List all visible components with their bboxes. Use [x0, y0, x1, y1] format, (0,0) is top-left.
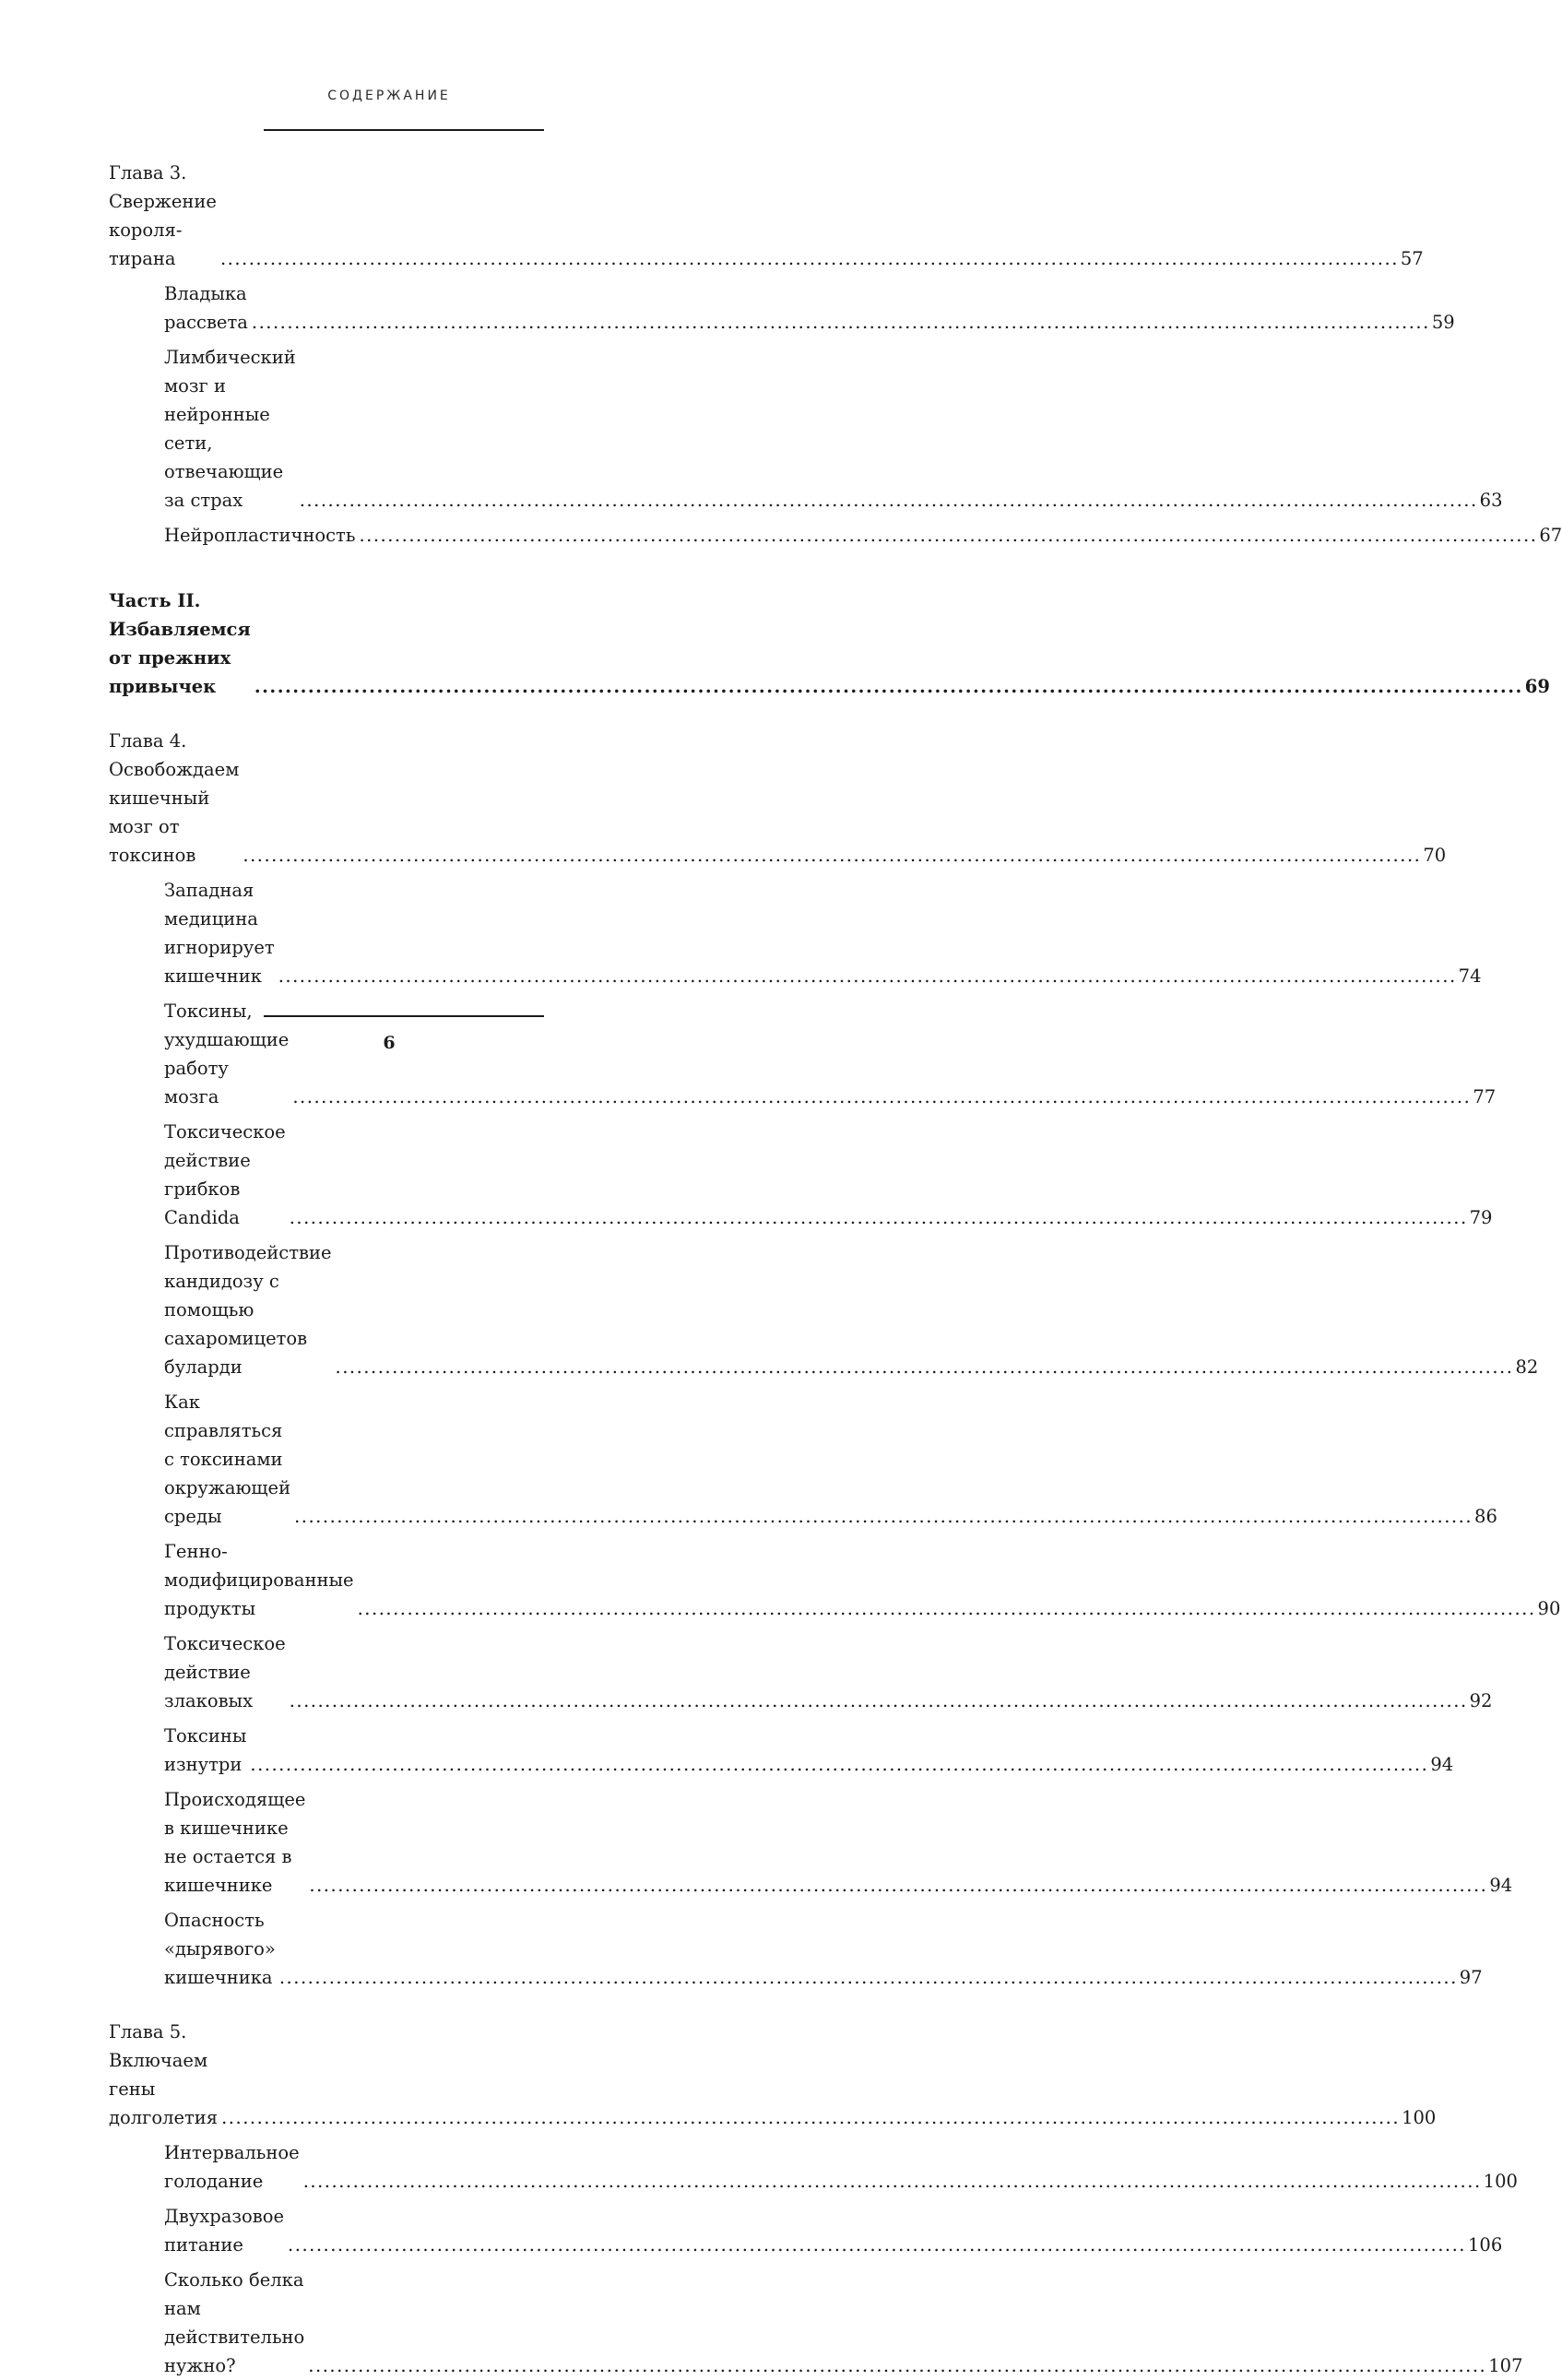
toc-entry-title: Токсическое действие грибков Candida: [164, 1121, 286, 1228]
toc-subentry: [164, 2138, 1518, 2196]
toc-entry-page: 97: [1459, 1967, 1483, 1988]
toc-entry-page: 63: [1479, 490, 1503, 511]
toc-leader-dots: [336, 1353, 1514, 1381]
toc-subentry: [164, 521, 1562, 550]
toc-entry-page: 82: [1515, 1356, 1539, 1378]
toc-subentry: [164, 1238, 1539, 1381]
page-number: 6: [383, 1033, 396, 1053]
toc-leader-dots: [250, 1750, 1428, 1779]
toc-entry-page: 107: [1488, 2355, 1523, 2376]
toc-subentry: [164, 997, 1497, 1111]
toc-subentry: [164, 1722, 1454, 1779]
toc-subentry: [164, 343, 1503, 515]
toc-leader-dots: [292, 1083, 1471, 1111]
toc-leader-dots: [308, 2351, 1486, 2380]
toc-subentry: [164, 1388, 1497, 1531]
toc-entry-title: Владыка рассвета: [164, 283, 248, 333]
toc-subentry: [164, 1629, 1493, 1715]
toc-leader-dots: [220, 244, 1399, 273]
toc-entry-title: Интервальное голодание: [164, 2142, 300, 2192]
running-header: СОДЕРЖАНИЕ: [327, 89, 451, 103]
toc-leader-dots: [279, 1963, 1458, 1992]
toc-chapter-entry: [109, 159, 1424, 273]
toc-entry-page: 94: [1489, 1875, 1513, 1896]
toc-leader-dots: [278, 962, 1457, 990]
toc-entry-title: Западная медицина игнорирует кишечник: [164, 880, 275, 987]
toc-leader-dots: [358, 1594, 1536, 1623]
toc-entry-title: Токсины изнутри: [164, 1725, 247, 1775]
toc-subentry: [164, 1906, 1483, 1992]
toc-entry-page: 67: [1539, 525, 1562, 546]
toc-leader-dots: [359, 521, 1537, 550]
footer-rule: [264, 1015, 544, 1017]
toc-entry-page: 70: [1423, 845, 1447, 866]
toc-subentry: [164, 876, 1482, 990]
toc-subentry: [164, 2266, 1523, 2380]
toc-chapter-entry: [109, 727, 1447, 870]
toc-entry-title: Двухразовое питание: [164, 2206, 285, 2256]
toc-entry-title: Опасность «дырявого» кишечника: [164, 1910, 276, 1988]
toc-entry-page: 94: [1430, 1754, 1454, 1775]
table-of-contents: [109, 159, 1562, 2380]
toc-leader-dots: [252, 308, 1430, 337]
toc-entry-page: 92: [1469, 1690, 1493, 1711]
toc-entry-page: 79: [1469, 1207, 1493, 1228]
toc-subentry: [164, 279, 1455, 337]
toc-entry-title: Токсины, ухудшающие работу мозга: [164, 1001, 290, 1107]
toc-leader-dots: [254, 672, 1523, 701]
toc-entry-page: 69: [1524, 676, 1550, 697]
toc-entry-title: Лимбический мозг и нейронные сети, отвечающие за страх: [164, 347, 296, 511]
toc-entry-page: 100: [1402, 2107, 1437, 2128]
header-rule: [264, 129, 544, 131]
toc-leader-dots: [221, 2103, 1400, 2132]
toc-entry-title: Часть II. Избавляемся от прежних привычек: [109, 590, 251, 697]
toc-entry-page: 77: [1473, 1086, 1497, 1107]
toc-entry-page: 90: [1537, 1598, 1561, 1619]
toc-entry-title: Глава 4. Освобождаем кишечный мозг от токсинов: [109, 730, 240, 866]
toc-entry-page: 106: [1468, 2234, 1503, 2256]
toc-chapter-entry: [109, 2018, 1437, 2132]
toc-subentry: [164, 2202, 1503, 2259]
toc-leader-dots: [300, 486, 1478, 515]
toc-leader-dots: [309, 1871, 1487, 1900]
toc-entry-title: Происходящее в кишечнике не остается в кишечнике: [164, 1789, 306, 1896]
toc-subentry: [164, 1785, 1513, 1900]
toc-entry-title: Нейропластичность: [164, 525, 356, 546]
toc-entry-page: 74: [1458, 965, 1482, 987]
toc-leader-dots: [243, 841, 1421, 870]
toc-entry-title: Как справляться с токсинами окружающей среды: [164, 1391, 291, 1527]
toc-entry-title: Сколько белка нам действительно нужно?: [164, 2269, 305, 2376]
toc-entry-page: 57: [1400, 248, 1424, 269]
toc-entry-title: Глава 5. Включаем гены долголетия: [109, 2021, 219, 2128]
toc-leader-dots: [290, 1687, 1468, 1715]
toc-part-entry: [109, 586, 1550, 701]
toc-entry-page: 100: [1483, 2171, 1518, 2192]
toc-entry-title: Глава 3. Свержение короля-тирана: [109, 162, 217, 269]
toc-leader-dots: [288, 2231, 1466, 2259]
toc-entry-page: 86: [1474, 1506, 1497, 1527]
toc-subentry: [164, 1118, 1493, 1232]
toc-entry-title: Противодействие кандидозу с помощью сахаромицетов буларди: [164, 1242, 332, 1378]
toc-leader-dots: [294, 1502, 1473, 1531]
toc-leader-dots: [303, 2167, 1482, 2196]
toc-subentry: [164, 1537, 1561, 1623]
toc-entry-page: 59: [1431, 312, 1455, 333]
toc-entry-title: Токсическое действие злаковых: [164, 1633, 286, 1711]
toc-entry-title: Генно-модифицированные продукты: [164, 1541, 354, 1619]
toc-leader-dots: [290, 1203, 1468, 1232]
